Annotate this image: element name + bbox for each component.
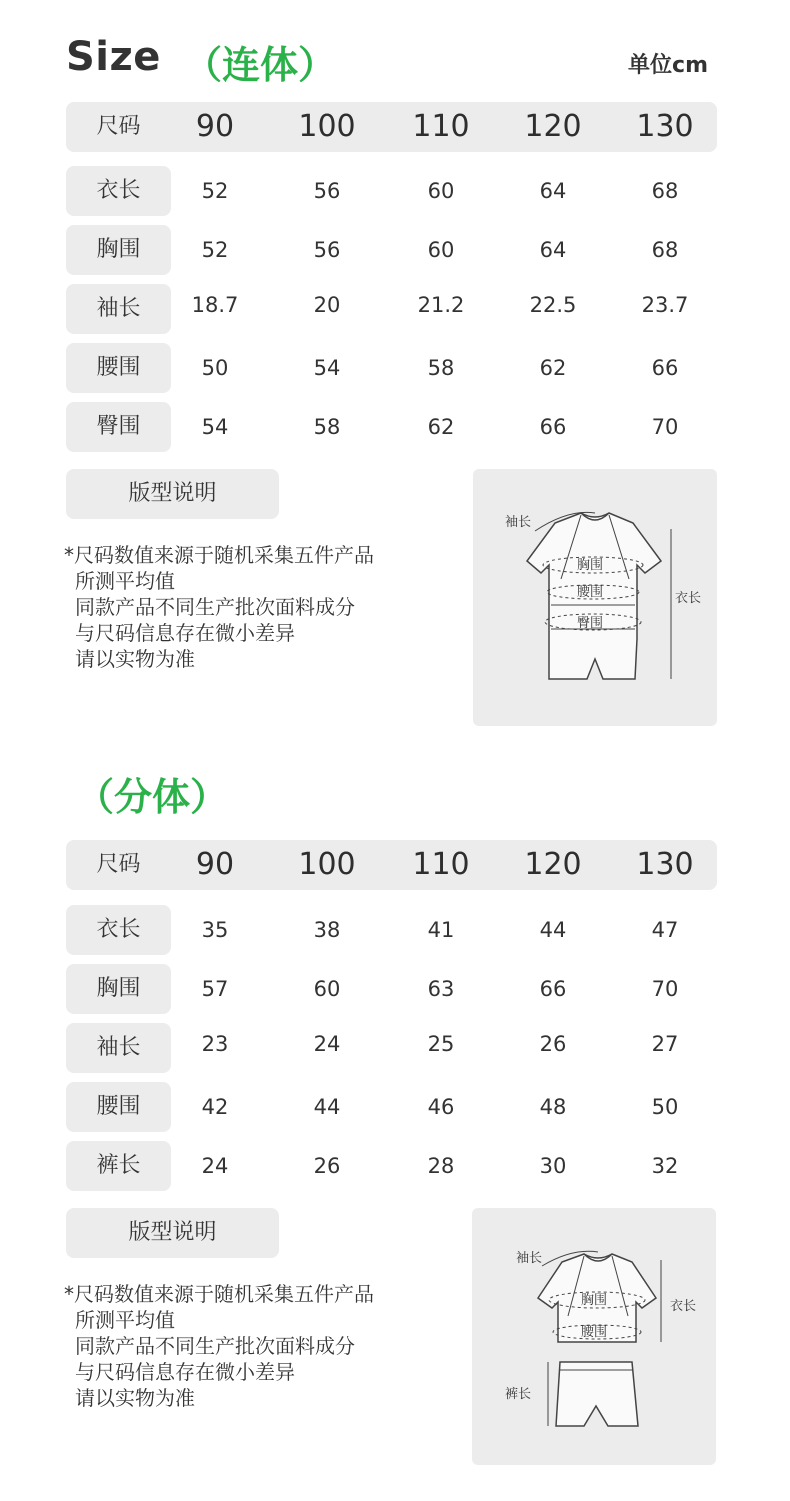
table-cell: 66 bbox=[539, 977, 567, 1001]
table-cell: 52 bbox=[201, 238, 229, 262]
hip-label: 臀围 bbox=[577, 616, 604, 631]
onepiece-size-table bbox=[66, 102, 717, 452]
row-label: 胸围 bbox=[66, 964, 171, 1014]
table-cell: 23 bbox=[201, 1032, 229, 1056]
table-cell: 64 bbox=[539, 238, 567, 262]
pants-length-label: 裤长 bbox=[505, 1387, 532, 1402]
twopiece-title: （分体） bbox=[76, 775, 229, 819]
table-cell: 44 bbox=[539, 918, 567, 942]
table-cell: 25 bbox=[427, 1032, 455, 1056]
waist-label: 腰围 bbox=[581, 1325, 608, 1340]
size-header-cell: 110 bbox=[412, 109, 470, 144]
table-row bbox=[66, 225, 717, 275]
table-cell: 44 bbox=[313, 1095, 341, 1119]
table-cell: 21.2 bbox=[417, 293, 465, 317]
chest-label: 胸围 bbox=[581, 1293, 608, 1308]
table-header-row bbox=[66, 840, 717, 890]
note-line: 与尺码信息存在微小差异 bbox=[75, 621, 295, 645]
table-cell: 70 bbox=[651, 415, 679, 439]
table-cell: 66 bbox=[539, 415, 567, 439]
note-line: 同款产品不同生产批次面料成分 bbox=[75, 1334, 355, 1358]
table-row bbox=[66, 166, 717, 216]
size-header-cell: 130 bbox=[636, 109, 694, 144]
size-header-cell: 130 bbox=[636, 847, 694, 882]
size-header-cell: 110 bbox=[412, 847, 470, 882]
table-cell: 35 bbox=[201, 918, 229, 942]
size-header-cell: 100 bbox=[298, 847, 356, 882]
row-header-label: 尺码 bbox=[96, 852, 141, 877]
waist-label: 腰围 bbox=[577, 585, 604, 600]
twopiece-notes bbox=[64, 1281, 464, 1411]
table-cell: 57 bbox=[201, 977, 229, 1001]
twopiece-size-table bbox=[66, 840, 717, 1191]
row-label: 臀围 bbox=[66, 402, 171, 452]
table-row bbox=[66, 964, 717, 1014]
row-label: 袖长 bbox=[66, 284, 171, 334]
row-label: 胸围 bbox=[66, 225, 171, 275]
table-row bbox=[66, 1082, 717, 1132]
table-cell: 32 bbox=[651, 1154, 679, 1178]
table-cell: 28 bbox=[427, 1154, 455, 1178]
swim-shorts-outline bbox=[556, 1362, 638, 1426]
size-header-cell: 120 bbox=[524, 847, 582, 882]
table-cell: 66 bbox=[651, 356, 679, 380]
table-cell: 42 bbox=[201, 1095, 229, 1119]
twopiece-measurement-diagram bbox=[472, 1208, 716, 1465]
table-cell: 54 bbox=[313, 356, 341, 380]
table-row bbox=[66, 284, 717, 334]
table-row bbox=[66, 402, 717, 452]
table-cell: 26 bbox=[539, 1032, 567, 1056]
unit-label: 单位cm bbox=[628, 53, 708, 78]
size-header-cell: 90 bbox=[195, 109, 235, 144]
table-cell: 30 bbox=[539, 1154, 567, 1178]
size-header-cell: 100 bbox=[298, 109, 356, 144]
table-cell: 62 bbox=[427, 415, 455, 439]
row-label: 腰围 bbox=[66, 343, 171, 393]
table-row bbox=[66, 1141, 717, 1191]
table-cell: 52 bbox=[201, 179, 229, 203]
size-header-cell: 90 bbox=[195, 847, 235, 882]
table-cell: 22.5 bbox=[529, 293, 577, 317]
table-cell: 68 bbox=[651, 238, 679, 262]
table-cell: 41 bbox=[427, 918, 455, 942]
row-label: 衣长 bbox=[66, 166, 171, 216]
table-cell: 60 bbox=[427, 238, 455, 262]
fit-description-title: 版型说明 bbox=[66, 469, 279, 519]
onepiece-title: （连体） bbox=[184, 43, 337, 87]
table-cell: 50 bbox=[201, 356, 229, 380]
table-cell: 60 bbox=[427, 179, 455, 203]
table-cell: 60 bbox=[313, 977, 341, 1001]
row-label: 衣长 bbox=[66, 905, 171, 955]
note-line: 所测平均值 bbox=[75, 569, 175, 593]
note-line: 与尺码信息存在微小差异 bbox=[75, 1360, 295, 1384]
onepiece-garment-illustration bbox=[473, 469, 717, 726]
table-cell: 38 bbox=[313, 918, 341, 942]
size-heading: Size bbox=[66, 34, 161, 80]
onepiece-measurement-diagram bbox=[473, 469, 717, 726]
table-cell: 70 bbox=[651, 977, 679, 1001]
note-line: 同款产品不同生产批次面料成分 bbox=[75, 595, 355, 619]
table-cell: 48 bbox=[539, 1095, 567, 1119]
table-cell: 68 bbox=[651, 179, 679, 203]
table-cell: 46 bbox=[427, 1095, 455, 1119]
note-line: *尺码数值来源于随机采集五件产品 bbox=[64, 543, 374, 567]
table-cell: 63 bbox=[427, 977, 455, 1001]
table-cell: 62 bbox=[539, 356, 567, 380]
table-cell: 47 bbox=[651, 918, 679, 942]
length-label: 衣长 bbox=[675, 591, 702, 606]
table-cell: 26 bbox=[313, 1154, 341, 1178]
table-cell: 58 bbox=[427, 356, 455, 380]
note-line: 请以实物为准 bbox=[75, 1386, 195, 1410]
table-cell: 24 bbox=[201, 1154, 229, 1178]
note-line: *尺码数值来源于随机采集五件产品 bbox=[64, 1282, 374, 1306]
table-cell: 23.7 bbox=[641, 293, 689, 317]
size-header-cell: 120 bbox=[524, 109, 582, 144]
table-cell: 24 bbox=[313, 1032, 341, 1056]
title-row bbox=[66, 34, 716, 86]
table-row bbox=[66, 1023, 717, 1073]
note-line: 所测平均值 bbox=[75, 1308, 175, 1332]
fit-description-title: 版型说明 bbox=[66, 1208, 279, 1258]
twopiece-garment-illustration bbox=[472, 1208, 716, 1465]
table-header-row bbox=[66, 102, 717, 152]
row-label: 裤长 bbox=[66, 1141, 171, 1191]
length-label: 衣长 bbox=[670, 1299, 697, 1314]
table-cell: 18.7 bbox=[191, 293, 239, 317]
chest-label: 胸围 bbox=[577, 558, 604, 573]
table-cell: 20 bbox=[313, 293, 341, 317]
table-row bbox=[66, 343, 717, 393]
row-header-label: 尺码 bbox=[96, 114, 141, 139]
sleeve-label: 袖长 bbox=[516, 1251, 543, 1266]
table-cell: 56 bbox=[313, 238, 341, 262]
table-cell: 54 bbox=[201, 415, 229, 439]
sleeve-label: 袖长 bbox=[505, 515, 532, 530]
table-cell: 64 bbox=[539, 179, 567, 203]
row-label: 腰围 bbox=[66, 1082, 171, 1132]
table-cell: 27 bbox=[651, 1032, 679, 1056]
row-label: 袖长 bbox=[66, 1023, 171, 1073]
table-cell: 56 bbox=[313, 179, 341, 203]
table-row bbox=[66, 905, 717, 955]
table-cell: 50 bbox=[651, 1095, 679, 1119]
note-line: 请以实物为准 bbox=[75, 647, 195, 671]
table-cell: 58 bbox=[313, 415, 341, 439]
onepiece-notes bbox=[64, 542, 464, 672]
